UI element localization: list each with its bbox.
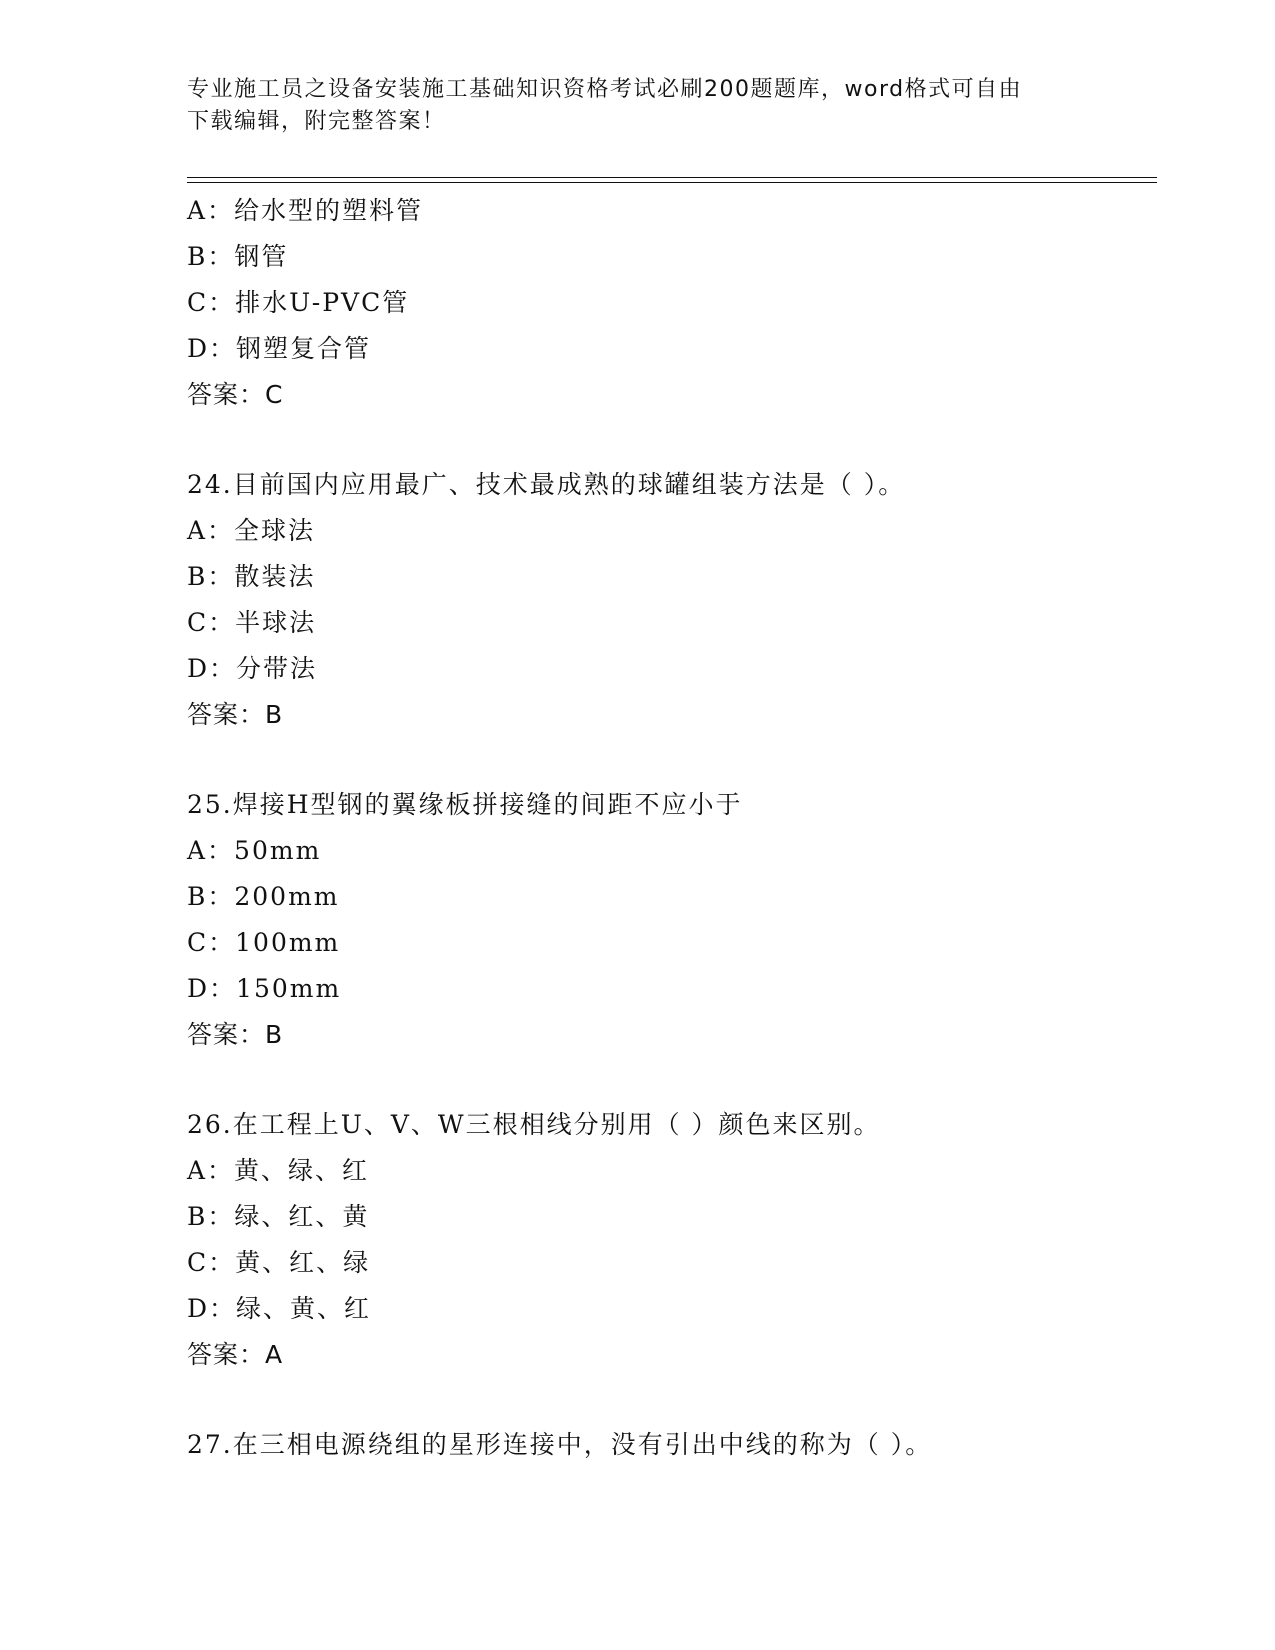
question-23-continuation — [187, 188, 1157, 418]
option-a: A：50mm — [187, 836, 322, 865]
question-25 — [187, 782, 1157, 1058]
option-c: C：排水U-PVC管 — [187, 288, 410, 317]
document-header — [187, 74, 1087, 138]
question-text: 27.在三相电源绕组的星形连接中，没有引出中线的称为（ ）。 — [187, 1430, 933, 1459]
option-c: C：黄、红、绿 — [187, 1248, 371, 1277]
header-line-2: 下载编辑，附完整答案！ — [187, 109, 446, 134]
question-24 — [187, 462, 1157, 738]
option-d: D：钢塑复合管 — [187, 334, 372, 363]
answer: 答案：B — [187, 700, 284, 729]
option-b: B：散装法 — [187, 562, 316, 591]
option-b: B：200mm — [187, 882, 340, 911]
question-text: 26.在工程上U、V、W三根相线分别用（ ）颜色来区别。 — [187, 1110, 881, 1139]
question-list — [187, 188, 1157, 1468]
option-a: A：全球法 — [187, 516, 316, 545]
option-d: D：绿、黄、红 — [187, 1294, 372, 1323]
option-c: C：半球法 — [187, 608, 317, 637]
header-rule-bottom — [187, 182, 1157, 183]
answer: 答案：B — [187, 1020, 284, 1049]
option-d: D：150mm — [187, 974, 342, 1003]
question-text: 24.目前国内应用最广、技术最成熟的球罐组装方法是（ ）。 — [187, 470, 906, 499]
option-b: B：绿、红、黄 — [187, 1202, 370, 1231]
option-c: C：100mm — [187, 928, 341, 957]
option-a: A：黄、绿、红 — [187, 1156, 370, 1185]
question-27 — [187, 1422, 1157, 1468]
option-b: B：钢管 — [187, 242, 289, 271]
question-text: 25.焊接H型钢的翼缘板拼接缝的间距不应小于 — [187, 790, 743, 819]
option-a: A：给水型的塑料管 — [187, 196, 424, 225]
answer: 答案：C — [187, 380, 284, 409]
header-line-1: 专业施工员之设备安装施工基础知识资格考试必刷200题题库，word格式可自由 — [187, 77, 1023, 102]
answer: 答案：A — [187, 1340, 284, 1369]
option-d: D：分带法 — [187, 654, 318, 683]
header-rule-top — [187, 177, 1157, 178]
question-26 — [187, 1102, 1157, 1378]
